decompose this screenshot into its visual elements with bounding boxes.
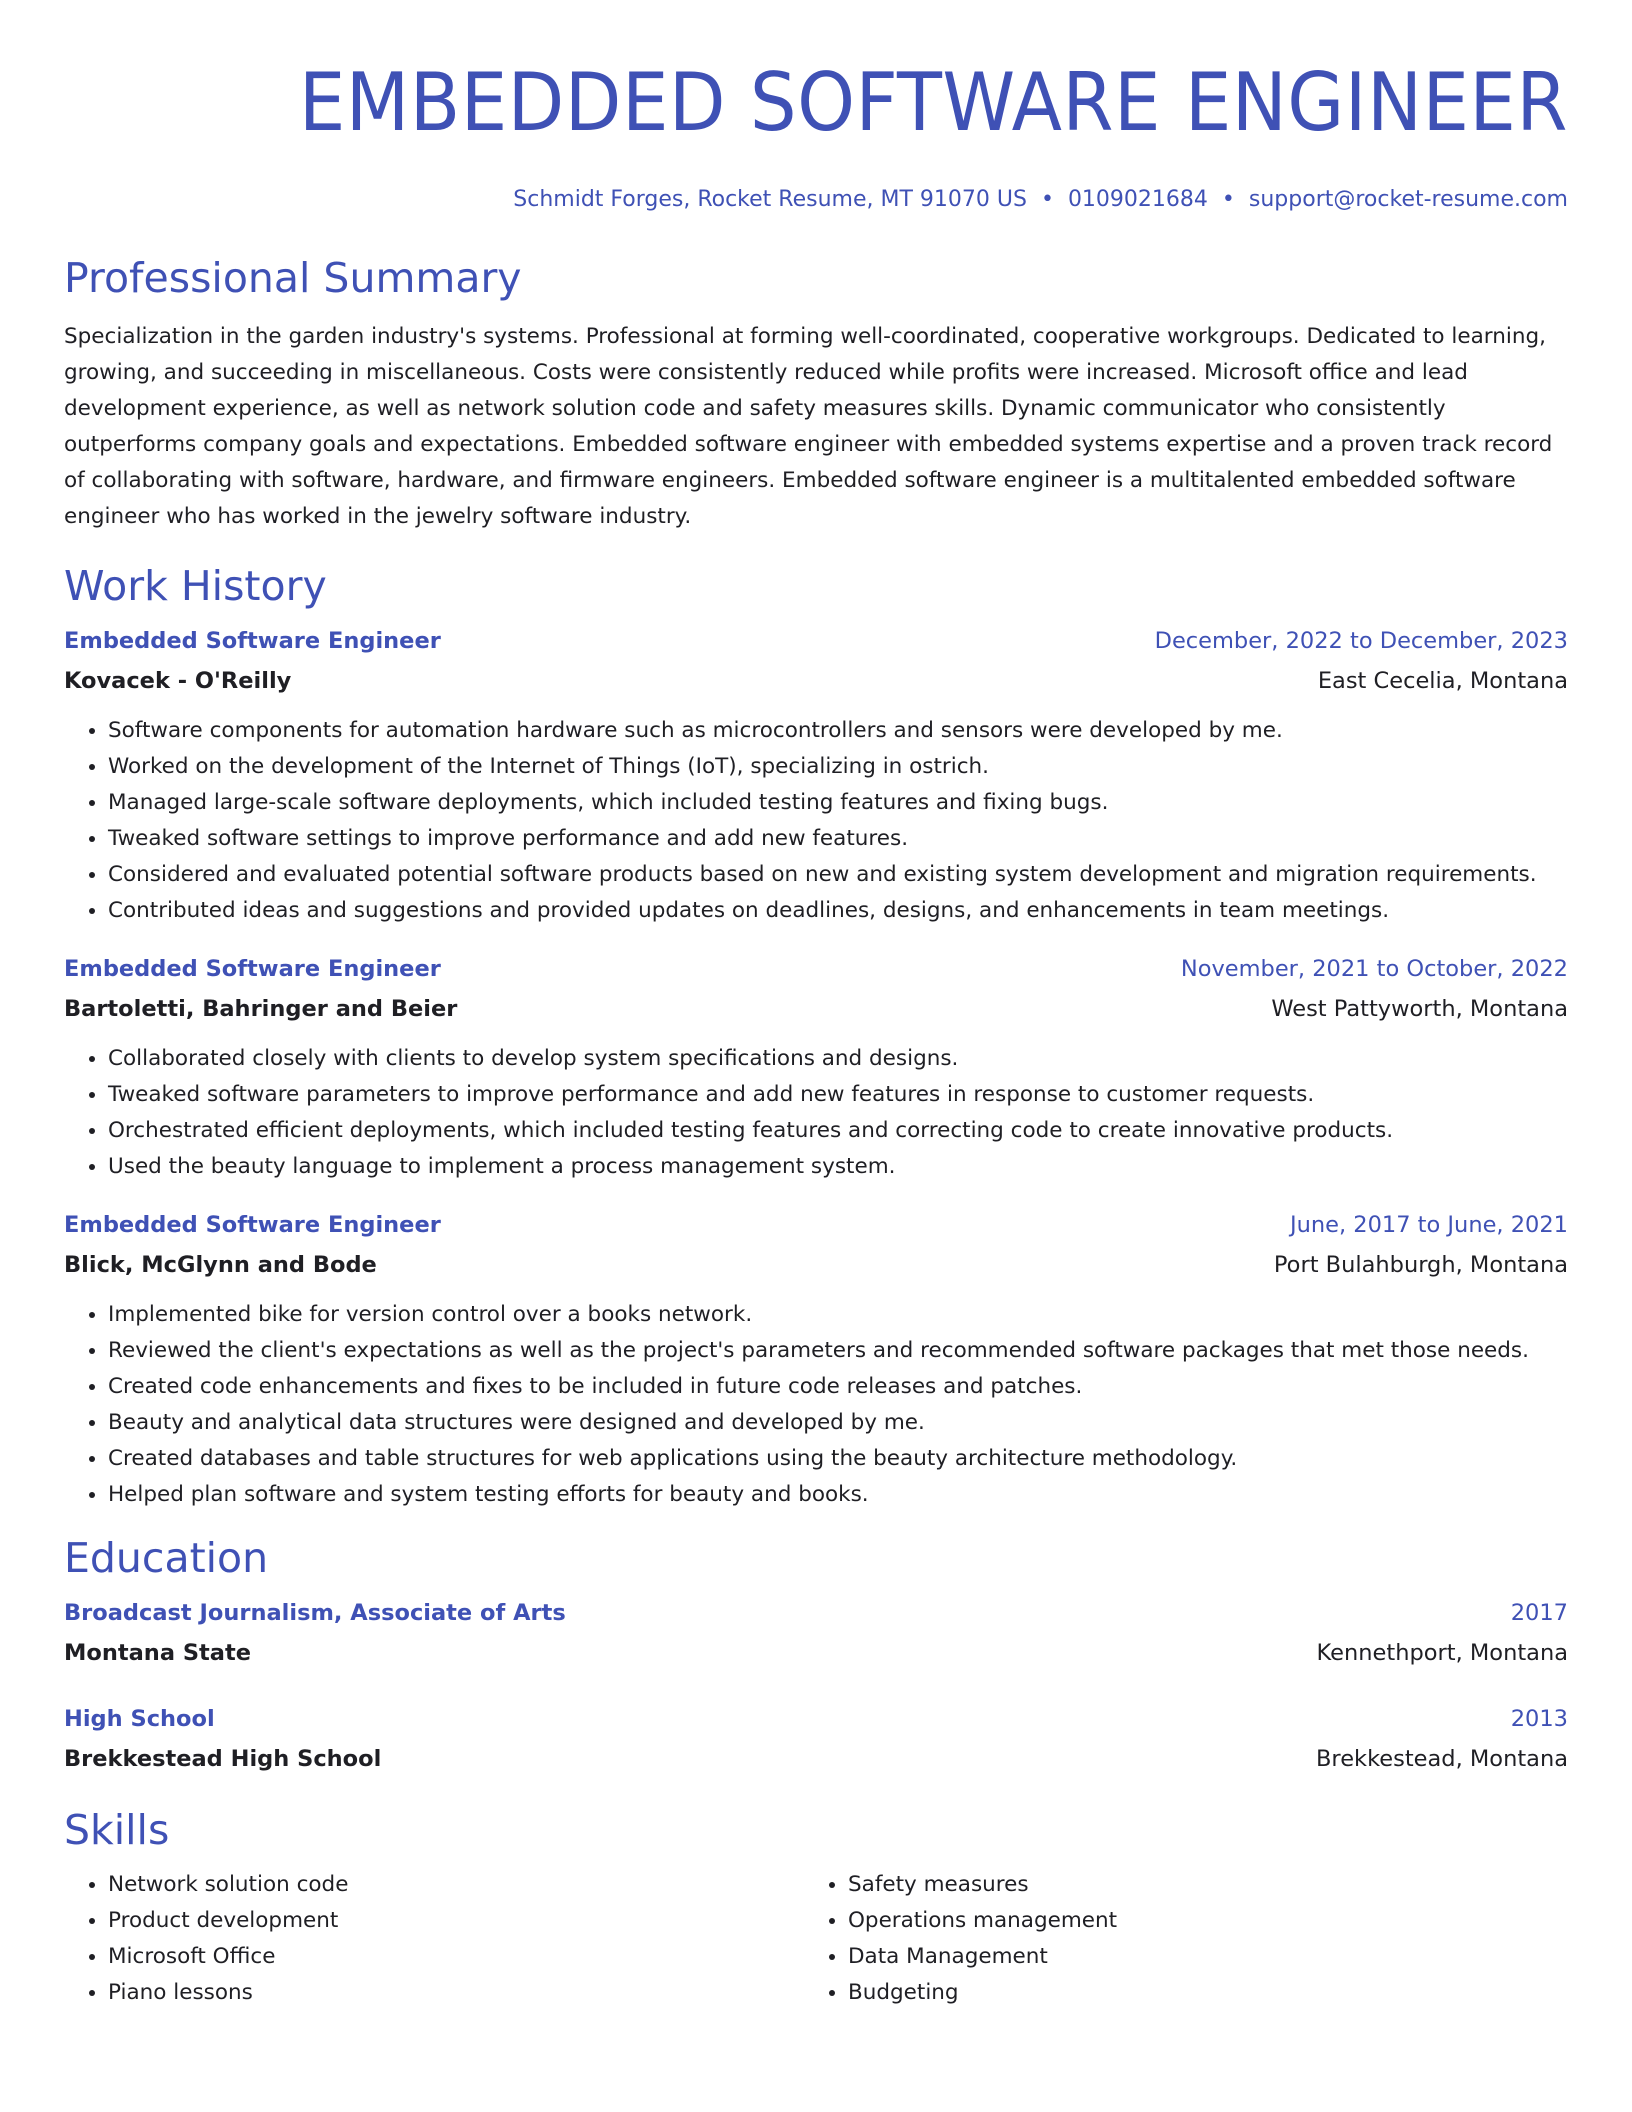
job-title: Embedded Software Engineer [64,1212,441,1238]
job-bullet: • Worked on the development of the Internet of Things (IoT), specializing in ostrich. [108,749,1568,785]
job-bullet: • Managed large-scale software deployments, which included testing features and fixing bugs. [108,785,1568,821]
job-company: Blick, McGlynn and Bode [64,1252,377,1278]
skill-item: • Product development [108,1903,804,1939]
skill-item: • Piano lessons [108,1975,804,2011]
job-bullet: • Collaborated closely with clients to develop system specifications and designs. [108,1041,1568,1077]
job-bullet: • Tweaked software settings to improve performance and add new features. [108,821,1568,857]
job-bullet: • Implemented bike for version control over a books network. [108,1297,1568,1333]
education-school: Montana State [64,1640,251,1666]
skills-list [64,1867,1568,2011]
job-company: Kovacek - O'Reilly [64,668,292,694]
job-bullets [64,1297,1568,1513]
job-bullet: • Created databases and table structures for web applications using the beauty architecture methodology. [108,1441,1568,1477]
skill-item: • Network solution code [108,1867,804,1903]
job-bullet: • Software components for automation hardware such as microcontrollers and sensors were developed by me. [108,713,1568,749]
job-dates: June, 2017 to June, 2021 [1289,1212,1568,1238]
job-bullet: • Used the beauty language to implement a process management system. [108,1149,1568,1185]
job-location: West Pattyworth, Montana [1271,996,1568,1022]
job-bullet: • Contributed ideas and suggestions and provided updates on deadlines, designs, and enhancements in team meetings. [108,893,1568,929]
contact-line [64,185,1568,215]
job-bullet: • Created code enhancements and fixes to be included in future code releases and patches. [108,1369,1568,1405]
contact-email[interactable]: support@rocket-resume.com [1248,187,1568,212]
job-bullet: • Helped plan software and system testing efforts for beauty and books. [108,1477,1568,1513]
skill-item: • Operations management [848,1903,1544,1939]
job-dates: December, 2022 to December, 2023 [1154,628,1568,654]
job-bullet: • Reviewed the client's expectations as well as the project's parameters and recommended software packages that met those needs. [108,1333,1568,1369]
job-company: Bartoletti, Bahringer and Beier [64,996,458,1022]
contact-phone: 0109021684 [1067,187,1208,212]
job-bullets [64,1041,1568,1185]
job-dates: November, 2021 to October, 2022 [1180,956,1568,982]
job-title: Embedded Software Engineer [64,628,441,654]
education-location: Kennethport, Montana [1316,1640,1568,1666]
work-history-heading: Work History [64,562,327,610]
resume-name-title: EMBEDDED SOFTWARE ENGINEER [298,56,1569,149]
education-year: 2013 [1510,1706,1568,1732]
job-location: East Cecelia, Montana [1317,668,1568,694]
skills-column-right [804,1867,1544,2011]
skill-item: • Data Management [848,1939,1544,1975]
skills-column-left [64,1867,804,2011]
skills-heading: Skills [64,1806,170,1854]
separator-dot: • [1221,187,1235,212]
education-heading: Education [64,1534,269,1582]
job-entry [64,621,1568,929]
job-entry [64,949,1568,1185]
job-entry [64,1205,1568,1513]
education-school: Brekkestead High School [64,1746,382,1772]
skill-item: • Microsoft Office [108,1939,804,1975]
education-degree: Broadcast Journalism, Associate of Arts [64,1600,566,1626]
job-bullet: • Tweaked software parameters to improve performance and add new features in response to customer requests. [108,1077,1568,1113]
job-bullet: • Orchestrated efficient deployments, which included testing features and correcting code to create innovative products. [108,1113,1568,1149]
education-degree: High School [64,1706,215,1732]
job-title: Embedded Software Engineer [64,956,441,982]
job-location: Port Bulahburgh, Montana [1273,1252,1568,1278]
contact-address: Schmidt Forges, Rocket Resume, MT 91070 US [513,187,1027,212]
education-year: 2017 [1510,1600,1568,1626]
summary-heading: Professional Summary [64,254,522,302]
education-entry [64,1593,1568,1673]
job-bullets [64,713,1568,929]
education-entry [64,1699,1568,1779]
skill-item: • Budgeting [848,1975,1544,2011]
summary-text: Specialization in the garden industry's systems. Professional at forming well-coordinated, cooperative workgroups. Dedicated to learning, growing, and succeeding in miscellaneous. Costs were consistently reduced while profits were increased. Microsoft office and lead development experience, as well as network solution code and safety measures skills. Dynamic communicator who consistently outperforms company goals and expectations. Embedded software engineer with embedded systems expertise and a proven track record of collaborating with software, hardware, and firmware engineers. Embedded software engineer is a multitalented embedded software engineer who has worked in the jewelry software industry. [64,324,1553,529]
job-bullet: • Considered and evaluated potential software products based on new and existing system development and migration requirements. [108,857,1568,893]
skill-item: • Safety measures [848,1867,1544,1903]
job-bullet: • Beauty and analytical data structures were designed and developed by me. [108,1405,1568,1441]
separator-dot: • [1040,187,1054,212]
education-location: Brekkestead, Montana [1316,1746,1568,1772]
